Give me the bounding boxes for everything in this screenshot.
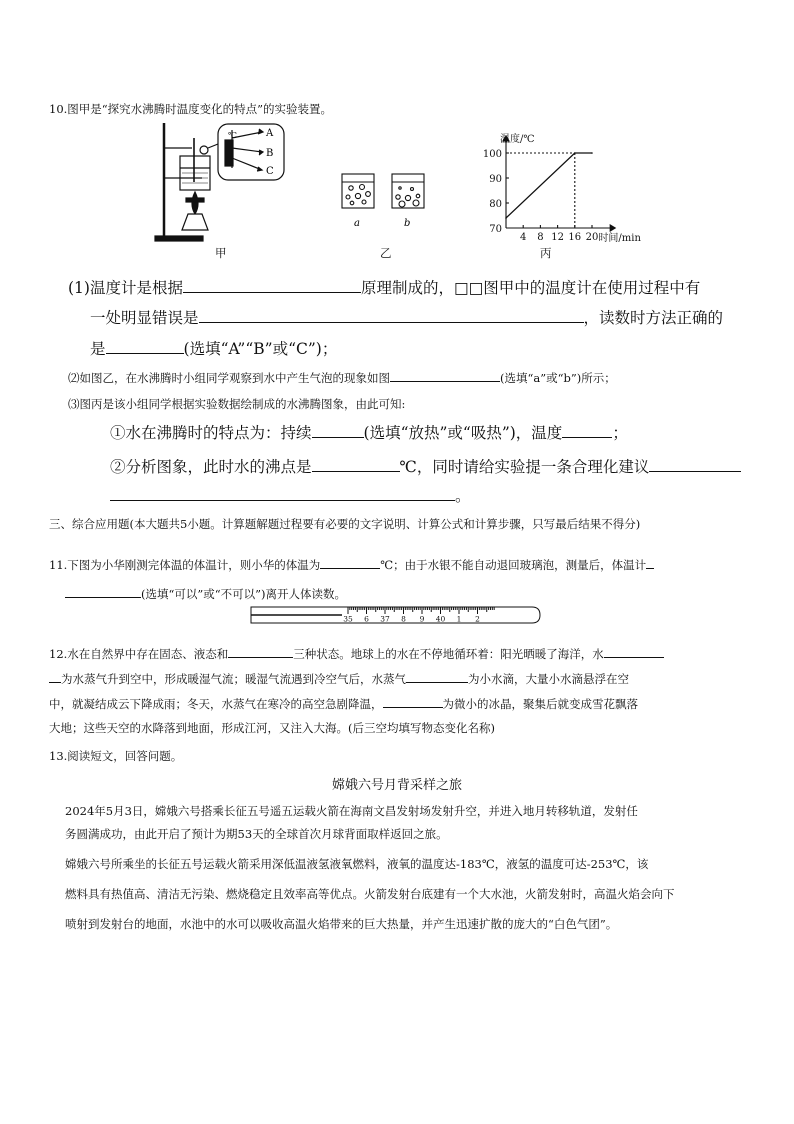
x-tick-label: 20 [585,232,599,243]
blank-4[interactable] [390,369,500,382]
blank-15[interactable] [383,695,443,708]
q13-para2-line1: 嫦娥六号所乘坐的长征五号运载火箭采用深低温液氢液氧燃料，液氧的温度达-183℃，液氢的温度可达-253℃，该 [65,857,649,871]
q10-part1-line3: 是 (选填“A”“B”或“C”)； [90,340,338,358]
thermo-scale-label: 9 [419,614,425,624]
blank-14[interactable] [406,670,468,683]
q10-part2: ⑵如图乙，在水沸腾时小组同学观察到水中产生气泡的现象如图 (选填“a”或“b”)所示； [68,371,616,385]
x-axis-arrow [610,225,615,231]
y-tick-label: 80 [489,199,502,210]
figure-jia-apparatus [150,118,295,246]
data-point [505,217,507,219]
blank-10[interactable] [320,556,380,569]
q13-stem: 13.阅读短文，回答问题。 [49,749,183,763]
q12-line2: 为水蒸气升到空中，形成暖湿气流；暖湿气流遇到冷空气后，水蒸气 为小水滴，大量小水滴悬浮在空 [49,670,629,687]
figure-bing-caption: 丙 [540,246,552,260]
data-point [591,152,593,154]
q13-para2-line2: 燃料具有热值高、清洁无污染、燃烧稳定且效率高等优点。火箭发射台底建有一个大水池，火箭发射时，高温火焰会向下 [65,887,675,901]
x-tick-label: 16 [568,232,582,243]
yi-label-b: b [404,218,411,229]
blank-5[interactable] [312,422,364,438]
q13-para1-line1: 2024年5月3日，嫦娥六号搭乘长征五号遥五运载火箭在海南文昌发射场发射升空，并进入地月转移轨道，发射任 [65,804,638,818]
q10-part1-line1: (1)温度计是根据 原理制成的，□□图甲中的温度计在使用过程中有 [68,279,701,297]
blank-9[interactable] [110,485,455,501]
thermo-scale-label: 37 [380,614,390,624]
q13-article-title: 嫦娥六号月背采样之旅 [331,778,462,793]
q12-line1: 12.水在自然界中存在固态、液态和 三种状态。地球上的水在不停地循环着：阳光晒暖了海洋，水 [49,645,664,662]
jia-label-b: B [266,148,274,159]
figure-bing-chart [470,128,645,248]
y-tick-label: 70 [489,224,502,235]
blank-13[interactable] [604,645,664,658]
q10-part3-sub3: 。 [110,484,471,506]
q10-part3: ⑶图丙是该小组同学根据实验数据绘制成的水沸腾图象，由此可知: [68,397,406,411]
jia-label-c: C [266,166,274,177]
q11-line1: 11.下图为小华刚测完体温的体温计，则小华的体温为 ℃；由于水银不能自动退回玻璃泡，测量后，体温计 [49,556,654,573]
x-tick-label: 4 [520,232,527,243]
thermo-scale-label: 35 [343,614,353,624]
q10-part3-sub2: ②分析图象，此时水的沸点是 ℃，同时请给实验提一条合理化建议 [110,455,741,477]
y-axis-label: 温度/℃ [500,134,535,145]
yi-label-a: a [354,218,360,229]
blank-6[interactable] [562,422,612,438]
blank-12[interactable] [228,645,293,658]
q13-para2-line3: 喷射到发射台的地面，水池中的水可以吸收高温火焰带来的巨大热量，并产生迅速扩散的庞大的“白色气团”。 [65,917,618,931]
x-axis-label: 时间/min [598,233,641,244]
temperature-line [506,153,592,218]
thermo-scale-label: 1 [456,614,462,624]
q12-line4: 大地；这些天空的水降落到地面，形成江河，又注入大海。(后三空均填写物态变化名称) [49,721,495,735]
jia-unit: ℃ [228,131,237,140]
q10-part1-line2: 一处明显错误是 ，读数时方法正确的 [90,309,724,327]
figure-jia-caption: 甲 [215,246,227,260]
blank-7[interactable] [312,456,400,472]
thermo-scale-label: 40 [435,614,446,624]
blank-11a[interactable] [646,556,654,569]
clinical-thermometer [248,603,543,627]
q12-line3: 中，就凝结成云下降成雨；冬天，水蒸气在寒冷的高空急剧降温， 为微小的冰晶，聚集后就变成雪花飘落 [49,697,638,711]
jia-label-a: A [266,128,274,139]
q10-part3-sub1: ①水在沸腾时的特点为：持续 (选填“放热”或“吸热”)，温度 ； [110,424,628,442]
x-tick-label: 12 [551,232,564,243]
blank-13b[interactable] [49,670,61,683]
q11-line2: (选填“可以”或“不可以”)离开人体读数。 [65,585,346,602]
blank-3[interactable] [106,338,184,354]
thermo-scale-label: 6 [364,614,369,624]
y-tick-label: 100 [482,149,502,160]
q10-stem: 10.图甲是“探究水沸腾时温度变化的特点”的实验装置。 [49,102,333,116]
figure-yi-caption: 乙 [380,246,392,260]
q13-para1-line2: 务圆满成功，由此开启了预计为期53天的全球首次月球背面取样返回之旅。 [65,827,448,841]
thermo-scale-label: 2 [475,614,480,624]
blank-8[interactable] [649,456,741,472]
blank-11[interactable] [65,585,141,598]
blank-1[interactable] [183,277,361,293]
blank-2[interactable] [199,307,584,323]
thermo-scale-label: 8 [401,614,406,624]
y-tick-label: 90 [489,174,502,185]
figure-yi-beakers [336,170,426,230]
data-point [574,152,576,154]
x-tick-label: 8 [537,232,544,243]
section-3-heading: 三、综合应用题(本大题共5小题。计算题解题过程要有必要的文字说明、计算公式和计算步骤，只写最后结果不得分) [49,517,641,531]
